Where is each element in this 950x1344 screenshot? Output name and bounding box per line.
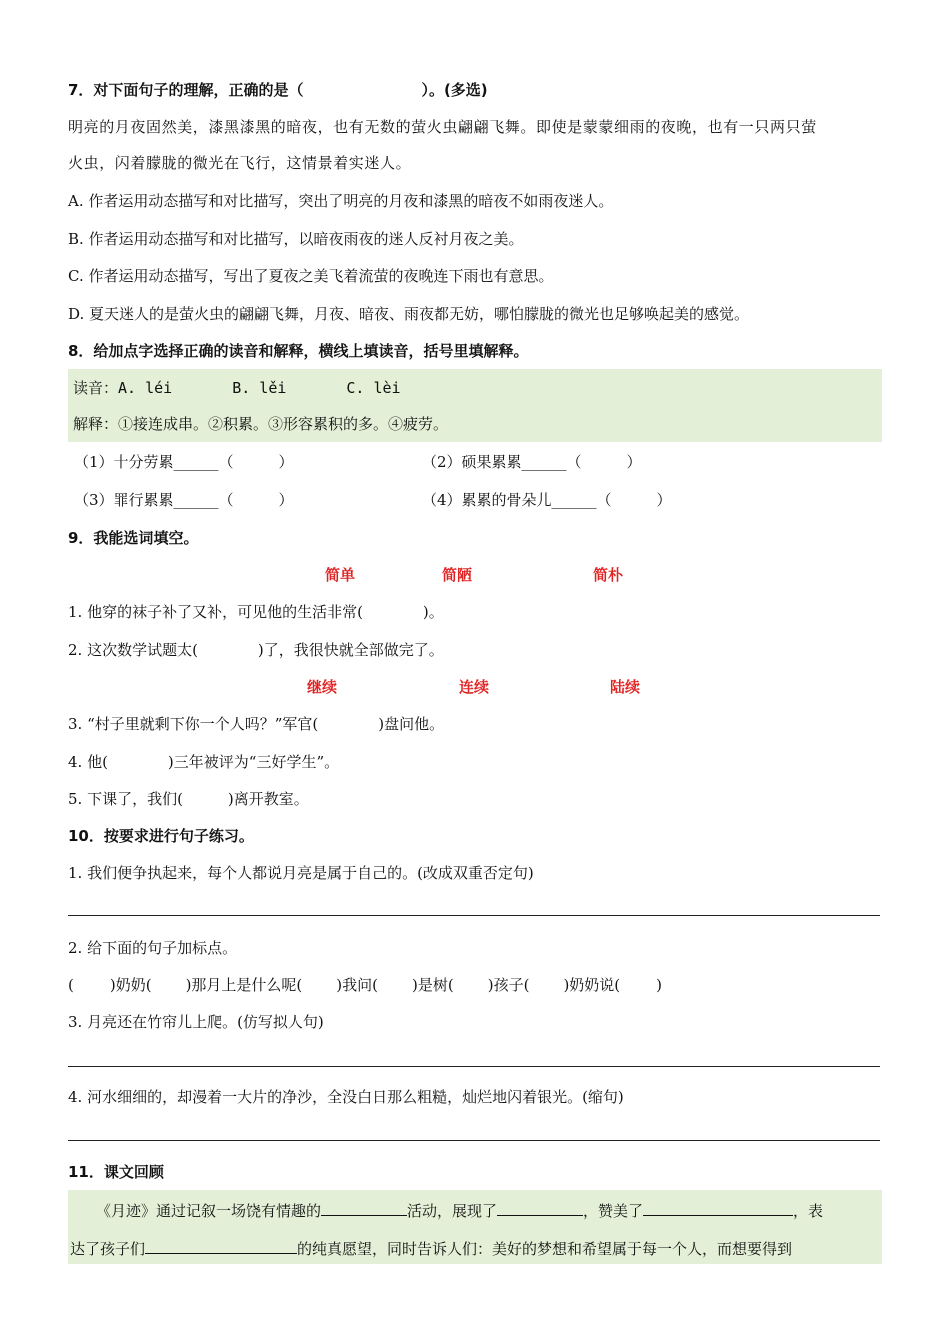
q7-option-d[interactable]: D. 夏天迷人的是萤火虫的翩翩飞舞，月夜、暗夜、雨夜都无妨，哪怕朦胧的微光也足够唤起美的感觉。	[68, 305, 750, 323]
punct-seg-3: )我问(	[336, 976, 379, 994]
q11-l1b: 活动，展现了	[407, 1202, 498, 1220]
q8-reading-b: B. lěi	[232, 379, 287, 397]
q8-reading-a: A. léi	[118, 379, 173, 397]
q8-item-2[interactable]: （2）硕果累累______（ ）	[422, 453, 642, 471]
q10-answer-line-1[interactable]	[68, 915, 880, 916]
q8-item-1[interactable]: （1）十分劳累______（ ）	[74, 453, 294, 471]
q11-l1c: ，赞美了	[583, 1202, 644, 1220]
q10-sentence-2: 2. 给下面的句子加标点。	[68, 939, 238, 957]
q11-l2b: 的纯真愿望，同时告诉人们：美好的梦想和希望属于每一个人，而想要得到	[297, 1240, 793, 1258]
q11-title: 11．课文回顾	[68, 1163, 164, 1181]
q8-reading-label: 读音：	[73, 379, 119, 397]
q8-title: 8．给加点字选择正确的读音和解释，横线上填读音，括号里填解释。	[68, 342, 529, 360]
q10-answer-line-3[interactable]	[68, 1066, 880, 1067]
punct-seg-2: )那月上是什么呢(	[185, 976, 303, 994]
q11-line-1	[96, 1199, 823, 1221]
q11-l2a: 达了孩子们	[70, 1240, 146, 1258]
q11-l1a: 《月迹》通过记叙一场饶有情趣的	[96, 1202, 322, 1220]
punct-seg-7: )	[656, 976, 663, 994]
q9-word-6: 陆续	[610, 678, 641, 696]
punct-seg-6: )奶奶说(	[563, 976, 621, 994]
q9-word-1: 简单	[325, 566, 356, 584]
q9-word-5: 连续	[459, 678, 490, 696]
q7-title	[68, 80, 488, 100]
q9-word-2: 简陋	[442, 566, 473, 584]
q10-sentence-1: 1. 我们便争执起来，每个人都说月亮是属于自己的。(改成双重否定句)	[68, 864, 534, 882]
q11-blank-1[interactable]	[321, 1199, 407, 1216]
q10-sentence-4: 4. 河水细细的，却漫着一大片的净沙，全没白日那么粗糙，灿烂地闪着银光。(缩句)	[68, 1088, 624, 1106]
q7-passage-line1: 明亮的月夜固然美，漆黑漆黑的暗夜，也有无数的萤火虫翩翩飞舞。即使是蒙蒙细雨的夜晚，也有一只两只萤	[68, 118, 817, 136]
q11-l1d: ，表	[793, 1202, 824, 1220]
q9-title: 9．我能选词填空。	[68, 529, 199, 547]
q11-blank-2[interactable]	[497, 1199, 583, 1216]
q7-option-c[interactable]: C. 作者运用动态描写，写出了夏夜之美飞着流萤的夜晚连下雨也有意思。	[68, 267, 554, 285]
punct-seg-0: (	[68, 976, 74, 994]
q8-meaning: 解释：①接连成串。②积累。③形容累积的多。④疲劳。	[73, 415, 449, 433]
q7-passage-line2: 火虫，闪着朦胧的微光在飞行，这情景着实迷人。	[68, 154, 412, 172]
q11-line-2	[70, 1237, 792, 1259]
q9-sentence-5[interactable]: 5. 下课了，我们( )离开教室。	[68, 790, 309, 808]
q11-blank-4[interactable]	[145, 1237, 297, 1254]
q10-title: 10．按要求进行句子练习。	[68, 827, 254, 845]
q10-punctuation-row[interactable]	[68, 975, 662, 995]
q8-reading-c: C. lèi	[346, 379, 401, 397]
q9-word-3: 简朴	[593, 566, 624, 584]
punct-seg-5: )孩子(	[487, 976, 530, 994]
q9-word-4: 继续	[307, 678, 338, 696]
q9-sentence-3[interactable]: 3. “村子里就剩下你一个人吗？”军官( )盘问他。	[68, 715, 445, 733]
q10-answer-line-4[interactable]	[68, 1140, 880, 1141]
q10-sentence-3: 3. 月亮还在竹帘儿上爬。(仿写拟人句)	[68, 1013, 324, 1031]
q11-blank-3[interactable]	[643, 1199, 793, 1216]
punct-seg-4: )是树(	[412, 976, 454, 994]
q8-item-4[interactable]: （4）累累的骨朵儿______（ ）	[422, 491, 672, 509]
q8-reading-row	[73, 378, 401, 398]
q7-option-a[interactable]: A. 作者运用动态描写和对比描写，突出了明亮的月夜和漆黑的暗夜不如雨夜迷人。	[68, 192, 614, 210]
q7-option-b[interactable]: B. 作者运用动态描写和对比描写，以暗夜雨夜的迷人反衬月夜之美。	[68, 230, 524, 248]
q9-sentence-2[interactable]: 2. 这次数学试题太( )了，我很快就全部做完了。	[68, 641, 444, 659]
q9-sentence-4[interactable]: 4. 他( )三年被评为“三好学生”。	[68, 753, 340, 771]
q9-sentence-1[interactable]: 1. 他穿的袜子补了又补，可见他的生活非常( )。	[68, 603, 444, 621]
q7-title-end: ）。(多选)	[421, 81, 488, 99]
punct-seg-1: )奶奶(	[109, 976, 152, 994]
q7-title-text: 7．对下面句子的理解，正确的是（	[68, 81, 304, 99]
q8-item-3[interactable]: （3）罪行累累______（ ）	[74, 491, 294, 509]
